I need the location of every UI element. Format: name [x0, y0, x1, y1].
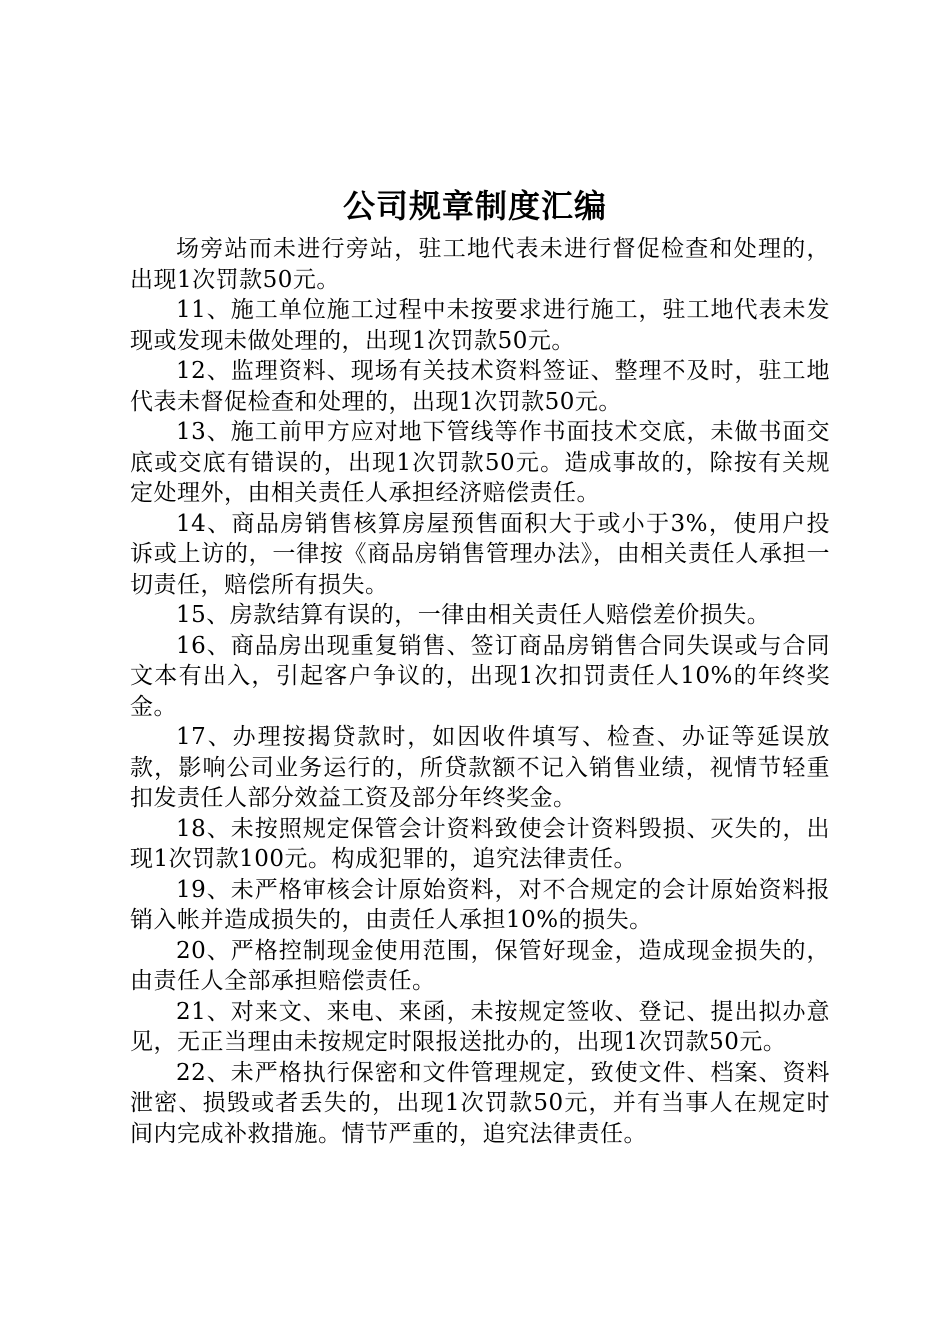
paragraph-item-19: 19、未严格审核会计原始资料，对不合规定的会计原始资料报销入帐并造成损失的，由责任人承担10%的损失。 — [130, 876, 830, 933]
page-title: 公司规章制度汇编 — [342, 187, 607, 225]
paragraph-item-17: 17、办理按揭贷款时，如因收件填写、检查、办证等延误放款，影响公司业务运行的，所贷款额不记入销售业绩，视情节轻重扣发责任人部分效益工资及部分年终奖金。 — [130, 724, 830, 811]
paragraph-item-18: 18、未按照规定保管会计资料致使会计资料毁损、灭失的，出现1次罚款100元。构成犯罪的，追究法律责任。 — [130, 815, 830, 872]
paragraph-item-20: 20、严格控制现金使用范围，保管好现金，造成现金损失的，由责任人全部承担赔偿责任。 — [130, 937, 830, 994]
document-body — [130, 234, 830, 1149]
paragraph-item-16: 16、商品房出现重复销售、签订商品房销售合同失误或与合同文本有出入，引起客户争议的，出现1次扣罚责任人10%的年终奖金。 — [130, 632, 830, 720]
paragraph-item-21: 21、对来文、来电、来函，未按规定签收、登记、提出拟办意见，无正当理由未按规定时限报送批办的，出现1次罚款50元。 — [130, 998, 830, 1055]
paragraph-item-13: 13、施工前甲方应对地下管线等作书面技术交底，未做书面交底或交底有错误的，出现1次罚款50元。造成事故的，除按有关规定处理外，由相关责任人承担经济赔偿责任。 — [130, 419, 830, 506]
paragraph-item-12: 12、监理资料、现场有关技术资料签证、整理不及时，驻工地代表未督促检查和处理的，出现1次罚款50元。 — [130, 358, 830, 415]
paragraph-item-14: 14、商品房销售核算房屋预售面积大于或小于3%，使用户投诉或上访的，一律按《商品房销售管理办法》，由相关责任人承担一切责任，赔偿所有损失。 — [130, 510, 830, 598]
paragraph-item-11: 11、施工单位施工过程中未按要求进行施工，驻工地代表未发现或发现未做处理的，出现1次罚款50元。 — [130, 297, 830, 354]
paragraph-continuation: 场旁站而未进行旁站，驻工地代表未进行督促检查和处理的，出现1次罚款50元。 — [130, 236, 830, 293]
paragraph-item-15: 15、房款结算有误的，一律由相关责任人赔偿差价损失。 — [176, 602, 771, 628]
paragraph-item-22: 22、未严格执行保密和文件管理规定，致使文件、档案、资料泄密、损毁或者丢失的，出现1次罚款50元，并有当事人在规定时间内完成补救措施。情节严重的，追究法律责任。 — [130, 1059, 830, 1147]
